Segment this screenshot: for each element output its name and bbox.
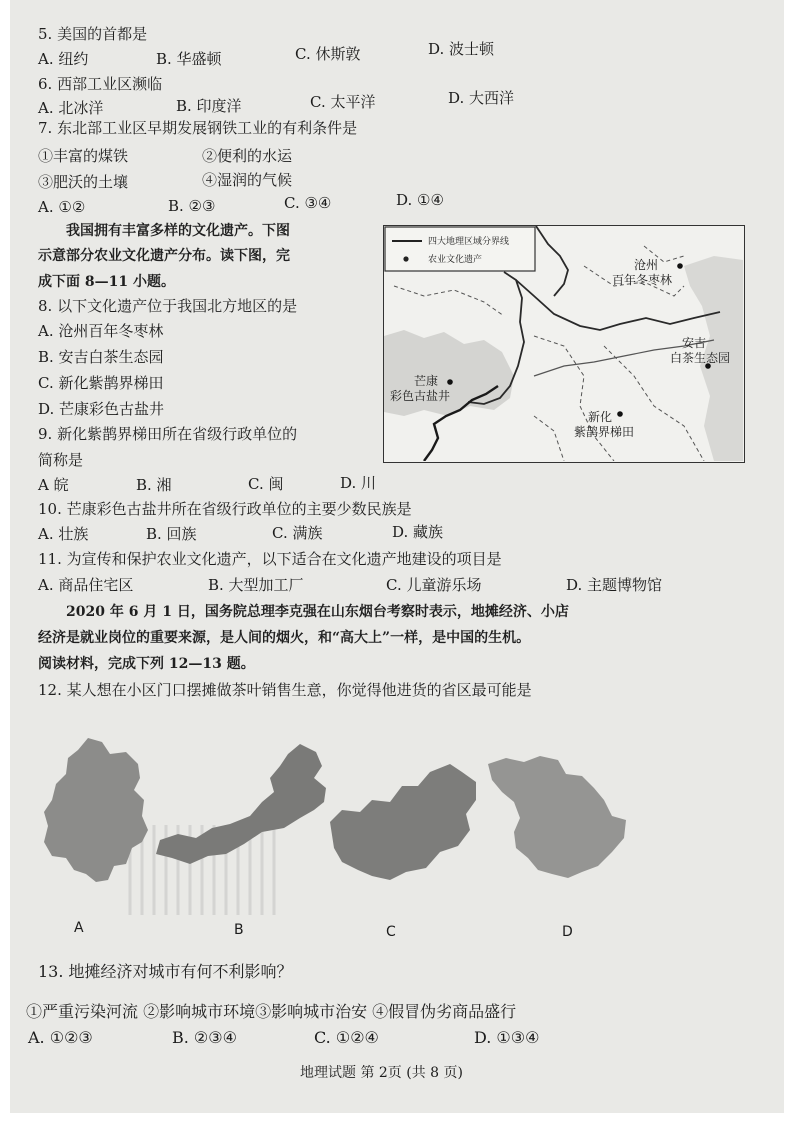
province-c-shape xyxy=(330,764,476,880)
q10-option-c: C. 满族 xyxy=(272,524,323,542)
q9-option-d: D. 川 xyxy=(340,474,377,492)
province-a-shape xyxy=(44,738,148,882)
q8-option-b: B. 安吉白茶生态园 xyxy=(38,348,164,366)
q6-option-a: A. 北冰洋 xyxy=(38,99,104,117)
q8-option-a: A. 沧州百年冬枣林 xyxy=(38,322,164,340)
label-cangzhou-name: 沧州 xyxy=(634,258,659,272)
label-mangkang xyxy=(390,374,451,404)
q11-option-b: B. 大型加工厂 xyxy=(208,576,304,594)
legend-boundary-label: 四大地理区域分界线 xyxy=(428,237,510,247)
q5-option-c: C. 休斯敦 xyxy=(295,45,361,63)
q5-option-b: B. 华盛顿 xyxy=(156,50,222,68)
province-b-shape xyxy=(156,744,326,864)
intro-8-11-line1: 我国拥有丰富多样的文化遗产。下图 xyxy=(66,223,290,239)
page-footer: 地理试题 第 2页 (共 8 页) xyxy=(300,1065,463,1081)
q9-option-a: A 皖 xyxy=(38,476,69,494)
q7-option-d: D. ①④ xyxy=(396,191,444,209)
site-cangzhou-dot xyxy=(677,263,683,269)
label-cangzhou-site: 百年冬枣林 xyxy=(612,273,673,287)
q11-stem: 11. 为宣传和保护农业文化遗产，以下适合在文化遗产地建设的项目是 xyxy=(38,550,502,568)
option-c-label: C xyxy=(386,924,396,940)
q8-option-c: C. 新化紫鹊界梯田 xyxy=(38,374,164,392)
q12-stem: 12. 某人想在小区门口摆摊做茶叶销售生意，你觉得他进货的省区最可能是 xyxy=(38,681,532,699)
q10-option-a: A. 壮族 xyxy=(38,525,89,543)
intro-12-13-line3: 阅读材料，完成下列 12—13 题。 xyxy=(38,656,255,672)
label-anji xyxy=(670,336,731,366)
northwest-boundary xyxy=(536,226,568,296)
label-cangzhou xyxy=(612,258,673,288)
q9-option-b: B. 湘 xyxy=(136,476,172,494)
q5-option-a: A. 纽约 xyxy=(38,50,89,68)
q7-cond-3: ③肥沃的土壤 xyxy=(38,173,129,191)
q6-option-d: D. 大西洋 xyxy=(448,89,515,107)
q7-cond-2: ②便利的水运 xyxy=(202,147,293,165)
q8-stem: 8. 以下文化遗产位于我国北方地区的是 xyxy=(38,297,298,315)
q7-option-a: A. ①② xyxy=(38,198,86,216)
q6-option-c: C. 太平洋 xyxy=(310,93,376,111)
label-xinhua-site: 紫鹊界梯田 xyxy=(574,425,635,439)
province-silhouettes xyxy=(30,730,630,920)
label-mangkang-site: 彩色古盐井 xyxy=(390,389,451,403)
q10-option-b: B. 回族 xyxy=(146,525,197,543)
q9-stem-line1: 9. 新化紫鹊界梯田所在省级行政单位的 xyxy=(38,425,298,443)
q10-stem: 10. 芒康彩色古盐井所在省级行政单位的主要少数民族是 xyxy=(38,500,412,518)
province-d-shape xyxy=(488,756,626,878)
q11-option-d: D. 主题博物馆 xyxy=(566,576,663,594)
option-d-label: D xyxy=(562,924,573,940)
q9-option-c: C. 闽 xyxy=(248,475,284,493)
q7-stem: 7. 东北部工业区早期发展钢铁工业的有利条件是 xyxy=(38,119,358,137)
q10-option-d: D. 藏族 xyxy=(392,523,444,541)
intro-8-11-line2: 示意部分农业文化遗产分布。读下图，完 xyxy=(38,248,290,264)
heritage-map xyxy=(383,225,745,463)
q7-option-b: B. ②③ xyxy=(168,197,216,215)
option-a-label: A xyxy=(74,920,84,936)
label-xinhua-name: 新化 xyxy=(588,410,613,424)
legend-heritage-label: 农业文化遗产 xyxy=(428,255,483,265)
q5-option-d: D. 波士顿 xyxy=(428,40,495,58)
label-anji-name: 安吉 xyxy=(682,336,707,350)
label-mangkang-name: 芒康 xyxy=(414,374,439,388)
label-anji-site: 白茶生态园 xyxy=(670,351,731,365)
q13-option-c: C. ①②④ xyxy=(314,1028,379,1047)
intro-12-13-line1: 2020 年 6 月 1 日，国务院总理李克强在山东烟台考察时表示，地摊经济、小店 xyxy=(66,604,569,620)
q11-option-a: A. 商品住宅区 xyxy=(38,576,134,594)
q7-cond-4: ④湿润的气候 xyxy=(202,171,293,189)
q6-stem: 6. 西部工业区濒临 xyxy=(38,75,163,93)
q13-stem: 13. 地摊经济对城市有何不利影响？ xyxy=(38,962,293,981)
q13-option-a: A. ①②③ xyxy=(28,1028,93,1047)
q6-option-b: B. 印度洋 xyxy=(176,97,242,115)
option-b-label: B xyxy=(234,922,244,938)
q13-option-b: B. ②③④ xyxy=(172,1028,237,1047)
q13-option-d: D. ①③④ xyxy=(474,1028,540,1047)
q7-cond-1: ①丰富的煤铁 xyxy=(38,147,129,165)
q13-conditions: ①严重污染河流 ②影响城市环境③影响城市治安 ④假冒伪劣商品盛行 xyxy=(26,1002,517,1021)
q11-option-c: C. 儿童游乐场 xyxy=(386,576,482,594)
intro-8-11-line3: 成下面 8—11 小题。 xyxy=(38,274,175,290)
q9-stem-line2: 简称是 xyxy=(38,451,84,469)
q8-option-d: D. 芒康彩色古盐井 xyxy=(38,400,165,418)
intro-12-13-line2: 经济是就业岗位的重要来源，是人间的烟火，和“高大上”一样，是中国的生机。 xyxy=(38,630,531,646)
label-xinhua xyxy=(574,410,635,440)
legend-heritage-dot xyxy=(403,256,408,261)
q7-option-c: C. ③④ xyxy=(284,194,332,212)
q5-stem: 5. 美国的首都是 xyxy=(38,25,148,43)
exam-page xyxy=(10,0,784,1113)
